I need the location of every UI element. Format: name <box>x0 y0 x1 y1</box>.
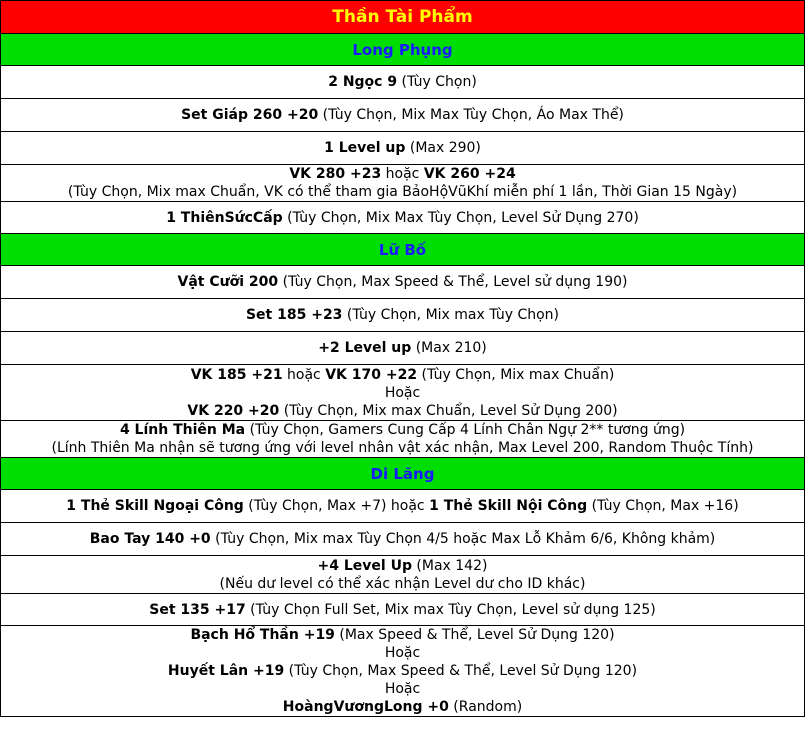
table-row <box>1 626 805 717</box>
item-detail-2: (Tùy Chọn, Max +16) <box>587 498 739 514</box>
table-row <box>1 165 805 202</box>
item-detail-2: (Tùy Chọn, Mix max Chuẩn, Level Sử Dụng 200) <box>279 402 618 419</box>
section-header-row <box>1 34 805 66</box>
reward-cell <box>1 99 805 132</box>
item-name: VK 185 +21 <box>190 366 283 383</box>
table-title: Thần Tài Phẩm <box>1 1 805 34</box>
item-detail: (Tùy Chọn Full Set, Mix max Tùy Chọn, Level sử dụng 125) <box>245 601 656 618</box>
connector-text: hoặc <box>381 166 424 182</box>
connector-text: hoặc <box>282 366 326 383</box>
or-text: Hoặc <box>384 645 421 661</box>
table-row <box>1 556 805 594</box>
section-header-row <box>1 458 805 490</box>
item-name: VK 280 +23 <box>289 166 382 182</box>
item-name-alt: Huyết Lân +19 <box>167 663 285 679</box>
reward-cell <box>1 626 805 717</box>
section-header-long-phung: Long Phụng <box>1 34 805 66</box>
item-detail-2: (Tùy Chọn, Max Speed & Thể, Level Sử Dụng 120) <box>284 663 638 679</box>
item-name: Set 135 +17 <box>149 601 246 618</box>
item-name-alt-2: HoàngVươngLong +0 <box>282 699 449 715</box>
item-name: 2 Ngọc 9 <box>328 74 398 90</box>
item-name: Vật Cưỡi 200 <box>177 274 279 290</box>
item-name: 4 Lính Thiên Ma <box>119 422 246 438</box>
item-name-alt: VK 170 +22 <box>325 366 418 383</box>
reward-cell <box>1 365 805 421</box>
table-row <box>1 299 805 332</box>
reward-cell <box>1 165 805 202</box>
item-detail: (Max Speed & Thể, Level Sử Dụng 120) <box>334 627 615 643</box>
item-name: 1 Level up <box>324 140 406 156</box>
item-detail: (Tùy Chọn, Mix Max Tùy Chọn, Level Sử Dụng 270) <box>282 209 639 226</box>
table-row <box>1 421 805 458</box>
item-detail-3: (Random) <box>448 699 523 715</box>
reward-cell <box>1 66 805 99</box>
item-name-alt: VK 260 +24 <box>423 166 516 182</box>
table-row <box>1 66 805 99</box>
item-note: (Lính Thiên Ma nhận sẽ tương ứng với level nhân vật xác nhận, Max Level 200, Random Thuộc Tính) <box>51 440 754 456</box>
item-detail: (Tùy Chọn, Mix max Tùy Chọn 4/5 hoặc Max Lỗ Khảm 6/6, Không khảm) <box>210 531 716 547</box>
item-name: +4 Level Up <box>317 557 412 574</box>
item-detail: (Tùy Chọn, Mix max Chuẩn) <box>417 366 615 383</box>
table-row <box>1 99 805 132</box>
item-detail: (Max 290) <box>405 140 481 156</box>
table-row <box>1 202 805 234</box>
item-detail: (Tùy Chọn, Mix max Tùy Chọn) <box>342 307 560 323</box>
or-text: Hoặc <box>384 384 421 401</box>
reward-cell <box>1 523 805 556</box>
item-detail: (Tùy Chọn, Mix Max Tùy Chọn, Áo Max Thể) <box>318 107 624 123</box>
reward-cell <box>1 299 805 332</box>
item-name: 1 ThiênSứcCấp <box>166 209 283 226</box>
or-text-2: Hoặc <box>384 681 421 697</box>
table-row <box>1 490 805 523</box>
item-detail: (Tùy Chọn, Max +7) hoặc <box>243 498 430 514</box>
item-name-alt-2: VK 220 +20 <box>187 402 280 419</box>
item-name: 1 Thẻ Skill Ngoại Công <box>66 498 244 514</box>
item-name: Set 185 +23 <box>245 307 343 323</box>
reward-cell <box>1 202 805 234</box>
reward-cell <box>1 332 805 365</box>
item-name: Bạch Hổ Thần +19 <box>190 627 335 643</box>
section-header-di-lang: Di Lăng <box>1 458 805 490</box>
reward-cell <box>1 421 805 458</box>
item-detail: (Max 142) <box>411 557 488 574</box>
table-row <box>1 132 805 165</box>
table-row <box>1 523 805 556</box>
item-detail: (Tùy Chọn, Gamers Cung Cấp 4 Lính Chân Ngự 2** tương ứng) <box>245 422 686 438</box>
table-row <box>1 332 805 365</box>
reward-cell <box>1 132 805 165</box>
reward-cell <box>1 556 805 594</box>
item-name-alt: 1 Thẻ Skill Nội Công <box>429 498 588 514</box>
reward-cell <box>1 266 805 299</box>
item-note: (Nếu dư level có thể xác nhận Level dư cho ID khác) <box>219 575 586 592</box>
item-name: +2 Level up <box>318 340 412 356</box>
item-detail: (Tùy Chọn) <box>397 74 477 90</box>
table-row <box>1 365 805 421</box>
table-row <box>1 266 805 299</box>
item-detail: (Tùy Chọn, Mix max Chuẩn, VK có thể tham gia BảoHộVũKhí miễn phí 1 lần, Thời Gian 15 Ngày) <box>67 184 738 200</box>
item-detail: (Max 210) <box>411 340 487 356</box>
section-header-row <box>1 234 805 266</box>
title-row <box>1 1 805 34</box>
item-name: Bao Tay 140 +0 <box>89 531 211 547</box>
item-name: Set Giáp 260 +20 <box>181 107 319 123</box>
table-row <box>1 594 805 626</box>
reward-cell <box>1 490 805 523</box>
reward-cell <box>1 594 805 626</box>
section-header-lu-bo: Lữ Bố <box>1 234 805 266</box>
item-detail: (Tùy Chọn, Max Speed & Thể, Level sử dụng 190) <box>278 274 628 290</box>
